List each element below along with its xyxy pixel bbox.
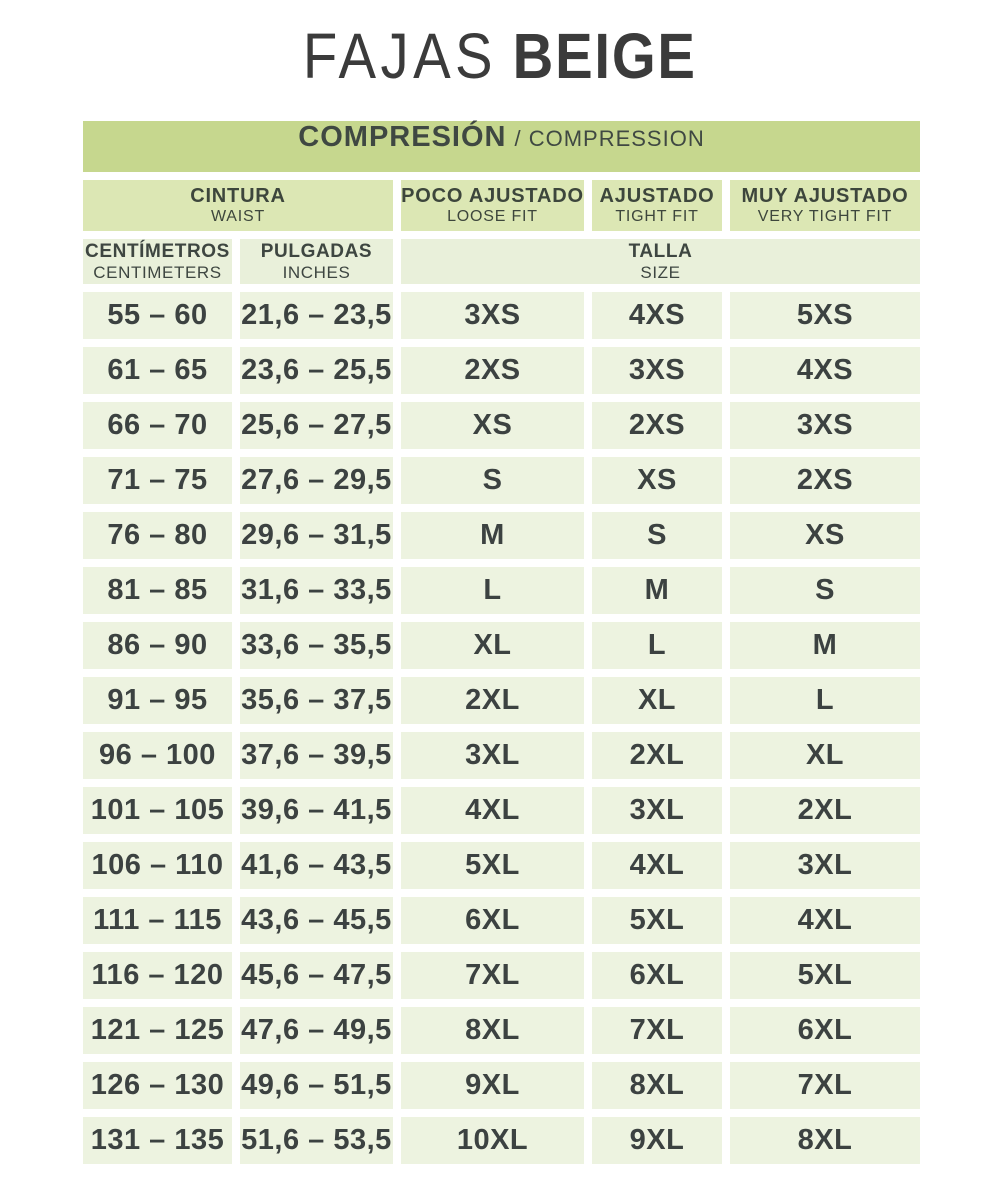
compression-label-es: COMPRESIÓN — [298, 121, 507, 153]
subheader-centimeters-es: CENTÍMETROS — [85, 241, 230, 263]
row-15-cm-range: 126 – 130 — [83, 1062, 232, 1109]
row-16-size-very-tight: 8XL — [730, 1117, 920, 1164]
title-section — [0, 0, 1000, 121]
row-8-size-very-tight: L — [730, 677, 920, 724]
row-6-size-tight: M — [592, 567, 722, 614]
compression-size-table — [83, 121, 920, 1164]
row-9-cm-range: 96 – 100 — [83, 732, 232, 779]
row-5-cm-range: 76 – 80 — [83, 512, 232, 559]
row-4-size-loose: S — [401, 457, 584, 504]
row-11-inch-range: 41,6 – 43,5 — [240, 842, 393, 889]
subheader-centimeters-en: CENTIMETERS — [93, 262, 222, 282]
row-2-size-loose: 2XS — [401, 347, 584, 394]
row-9-size-loose: 3XL — [401, 732, 584, 779]
row-6-size-very-tight: S — [730, 567, 920, 614]
row-12-cm-range: 111 – 115 — [83, 897, 232, 944]
header-very-tight-fit — [730, 180, 920, 231]
row-2-size-very-tight: 4XS — [730, 347, 920, 394]
page-title-bold: BEIGE — [512, 20, 697, 92]
row-11-size-very-tight: 3XL — [730, 842, 920, 889]
row-5-size-very-tight: XS — [730, 512, 920, 559]
header-cintura — [83, 180, 393, 231]
row-14-size-tight: 7XL — [592, 1007, 722, 1054]
row-16-cm-range: 131 – 135 — [83, 1117, 232, 1164]
row-1-inch-range: 21,6 – 23,5 — [240, 292, 393, 339]
row-6-inch-range: 31,6 – 33,5 — [240, 567, 393, 614]
header-cintura-en: WAIST — [210, 207, 266, 225]
row-8-size-tight: XL — [592, 677, 722, 724]
page-title-light: FAJAS — [303, 20, 498, 92]
row-1-cm-range: 55 – 60 — [83, 292, 232, 339]
row-4-size-tight: XS — [592, 457, 722, 504]
header-cintura-es: CINTURA — [190, 185, 286, 208]
header-tight-fit-en: TIGHT FIT — [615, 207, 699, 225]
row-3-inch-range: 25,6 – 27,5 — [240, 402, 393, 449]
row-11-cm-range: 106 – 110 — [83, 842, 232, 889]
row-6-size-loose: L — [401, 567, 584, 614]
row-13-size-loose: 7XL — [401, 952, 584, 999]
row-13-size-very-tight: 5XL — [730, 952, 920, 999]
row-3-cm-range: 66 – 70 — [83, 402, 232, 449]
row-10-cm-range: 101 – 105 — [83, 787, 232, 834]
row-9-inch-range: 37,6 – 39,5 — [240, 732, 393, 779]
row-13-size-tight: 6XL — [592, 952, 722, 999]
header-loose-fit-en: LOOSE FIT — [447, 207, 538, 225]
row-5-size-loose: M — [401, 512, 584, 559]
row-7-inch-range: 33,6 – 35,5 — [240, 622, 393, 669]
row-7-size-loose: XL — [401, 622, 584, 669]
header-very-tight-fit-es: MUY AJUSTADO — [741, 185, 909, 208]
row-10-inch-range: 39,6 – 41,5 — [240, 787, 393, 834]
row-14-cm-range: 121 – 125 — [83, 1007, 232, 1054]
row-11-size-tight: 4XL — [592, 842, 722, 889]
row-15-size-loose: 9XL — [401, 1062, 584, 1109]
header-very-tight-fit-en: VERY TIGHT FIT — [757, 207, 893, 225]
row-3-size-tight: 2XS — [592, 402, 722, 449]
row-15-size-tight: 8XL — [592, 1062, 722, 1109]
row-16-size-loose: 10XL — [401, 1117, 584, 1164]
row-14-size-very-tight: 6XL — [730, 1007, 920, 1054]
row-15-size-very-tight: 7XL — [730, 1062, 920, 1109]
row-12-size-tight: 5XL — [592, 897, 722, 944]
row-11-size-loose: 5XL — [401, 842, 584, 889]
compression-label-en: / COMPRESSION — [514, 126, 705, 151]
row-4-inch-range: 27,6 – 29,5 — [240, 457, 393, 504]
row-9-size-tight: 2XL — [592, 732, 722, 779]
header-tight-fit-es: AJUSTADO — [599, 185, 715, 208]
row-14-inch-range: 47,6 – 49,5 — [240, 1007, 393, 1054]
row-8-size-loose: 2XL — [401, 677, 584, 724]
row-7-size-very-tight: M — [730, 622, 920, 669]
row-7-cm-range: 86 – 90 — [83, 622, 232, 669]
subheader-centimeters — [83, 239, 232, 284]
subheader-inches — [240, 239, 393, 284]
row-7-size-tight: L — [592, 622, 722, 669]
row-13-cm-range: 116 – 120 — [83, 952, 232, 999]
row-1-size-tight: 4XS — [592, 292, 722, 339]
row-10-size-tight: 3XL — [592, 787, 722, 834]
subheader-size-en: SIZE — [640, 262, 681, 282]
row-2-cm-range: 61 – 65 — [83, 347, 232, 394]
row-5-inch-range: 29,6 – 31,5 — [240, 512, 393, 559]
row-12-size-loose: 6XL — [401, 897, 584, 944]
row-16-inch-range: 51,6 – 53,5 — [240, 1117, 393, 1164]
row-9-size-very-tight: XL — [730, 732, 920, 779]
row-12-inch-range: 43,6 – 45,5 — [240, 897, 393, 944]
row-4-cm-range: 71 – 75 — [83, 457, 232, 504]
header-loose-fit — [401, 180, 584, 231]
row-10-size-loose: 4XL — [401, 787, 584, 834]
header-loose-fit-es: POCO AJUSTADO — [401, 185, 584, 208]
subheader-inches-es: PULGADAS — [260, 241, 373, 263]
row-1-size-loose: 3XS — [401, 292, 584, 339]
row-5-size-tight: S — [592, 512, 722, 559]
row-2-inch-range: 23,6 – 25,5 — [240, 347, 393, 394]
row-10-size-very-tight: 2XL — [730, 787, 920, 834]
row-2-size-tight: 3XS — [592, 347, 722, 394]
row-8-cm-range: 91 – 95 — [83, 677, 232, 724]
row-4-size-very-tight: 2XS — [730, 457, 920, 504]
row-12-size-very-tight: 4XL — [730, 897, 920, 944]
row-6-cm-range: 81 – 85 — [83, 567, 232, 614]
row-1-size-very-tight: 5XS — [730, 292, 920, 339]
subheader-size-es: TALLA — [628, 241, 693, 263]
subheader-inches-en: INCHES — [282, 262, 351, 282]
row-16-size-tight: 9XL — [592, 1117, 722, 1164]
row-3-size-very-tight: 3XS — [730, 402, 920, 449]
row-8-inch-range: 35,6 – 37,5 — [240, 677, 393, 724]
row-15-inch-range: 49,6 – 51,5 — [240, 1062, 393, 1109]
compression-band — [83, 121, 920, 172]
row-3-size-loose: XS — [401, 402, 584, 449]
row-13-inch-range: 45,6 – 47,5 — [240, 952, 393, 999]
page-title — [303, 20, 697, 92]
row-14-size-loose: 8XL — [401, 1007, 584, 1054]
header-tight-fit — [592, 180, 722, 231]
subheader-size — [401, 239, 920, 284]
